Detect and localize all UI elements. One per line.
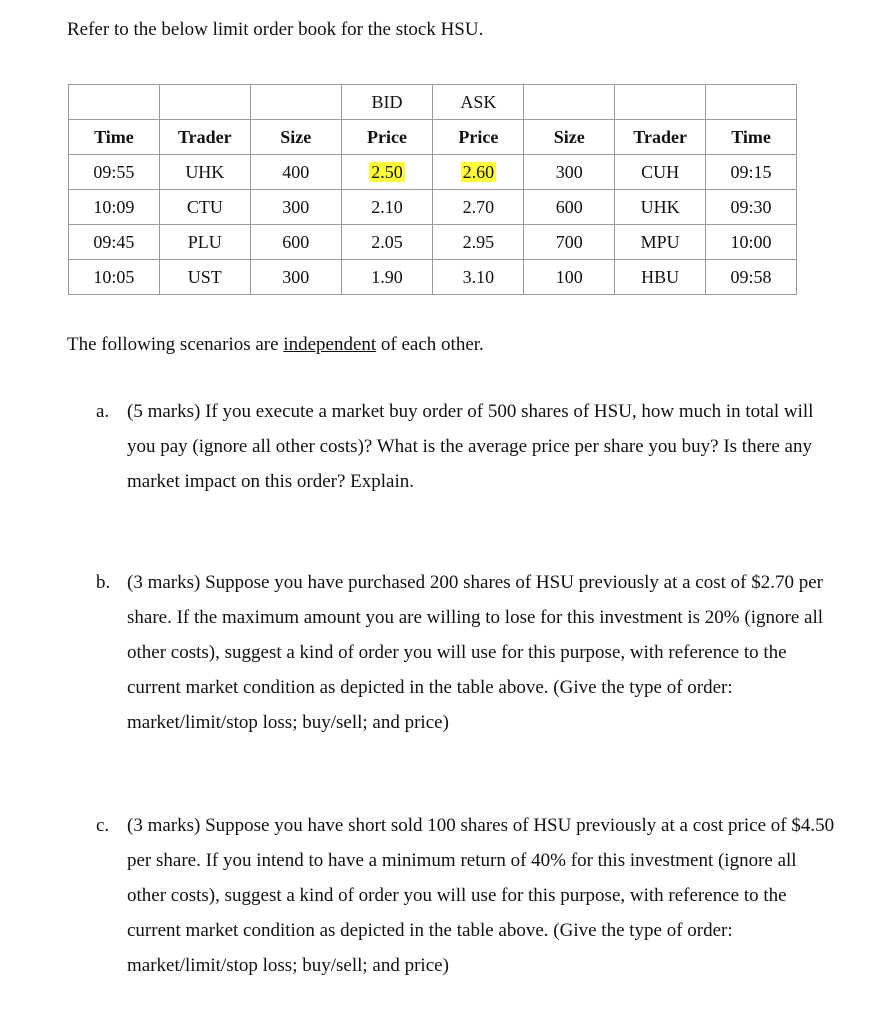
table-cell: 300 — [250, 260, 341, 295]
table-cell: 10:09 — [69, 190, 160, 225]
table-row — [69, 260, 797, 295]
question-letter: b. — [96, 572, 111, 593]
table-cell: 400 — [250, 155, 341, 190]
table-row — [69, 190, 797, 225]
group-header-cell — [706, 85, 797, 120]
table-cell: 600 — [250, 225, 341, 260]
table-cell: 09:15 — [706, 155, 797, 190]
column-header: Trader — [615, 120, 706, 155]
column-header: Price — [433, 120, 524, 155]
group-header-cell — [69, 85, 160, 120]
group-header-cell — [250, 85, 341, 120]
table-cell: 09:30 — [706, 190, 797, 225]
table-cell: 2.70 — [433, 190, 524, 225]
question-text: (3 marks) Suppose you have purchased 200 shares of HSU previously at a cost of $2.70 per share. If the maximum amount you are willing to lose for this investment is 20% (ignore all other costs), suggest a kind of order you will use for this purpose, with reference to the current market condition as depicted in the table above. (Give the type of order: market/limit/stop loss; buy/sell; and price) — [127, 572, 823, 733]
question-b — [96, 565, 836, 740]
column-header-row — [69, 120, 797, 155]
column-header: Time — [69, 120, 160, 155]
table-cell: 2.05 — [341, 225, 433, 260]
best-ask-highlight: 2.60 — [462, 161, 495, 182]
table-cell: 09:58 — [706, 260, 797, 295]
group-header-cell — [524, 85, 615, 120]
column-header: Time — [706, 120, 797, 155]
bid-group-header: BID — [341, 85, 433, 120]
ask-group-header: ASK — [433, 85, 524, 120]
column-header: Size — [524, 120, 615, 155]
table-cell: 1.90 — [341, 260, 433, 295]
table-cell: PLU — [159, 225, 250, 260]
group-header-row — [69, 85, 797, 120]
question-letter: c. — [96, 815, 110, 836]
column-header: Size — [250, 120, 341, 155]
group-header-cell — [615, 85, 706, 120]
best-bid-highlight: 2.50 — [371, 161, 403, 182]
table-cell: 09:45 — [69, 225, 160, 260]
table-cell — [433, 155, 524, 190]
table-cell — [341, 155, 433, 190]
question-letter: a. — [96, 401, 110, 422]
column-header: Price — [341, 120, 433, 155]
question-text: (3 marks) Suppose you have short sold 100 shares of HSU previously at a cost price of $4.50 per share. If you intend to have a minimum return of 40% for this investment (ignore all other costs), suggest a kind of order you will use for this purpose, with reference to the current market condition as depicted in the table above. (Give the type of order: market/limit/stop loss; buy/sell; and price) — [127, 815, 835, 976]
table-cell: MPU — [615, 225, 706, 260]
table-cell: CTU — [159, 190, 250, 225]
question-a — [96, 394, 836, 499]
table-cell: 10:05 — [69, 260, 160, 295]
limit-order-book-table — [68, 84, 797, 295]
question-c — [96, 808, 836, 983]
scenario-note-before: The following scenarios are — [67, 334, 284, 355]
table-cell: 700 — [524, 225, 615, 260]
table-cell: UST — [159, 260, 250, 295]
table-cell: UHK — [159, 155, 250, 190]
table-row — [69, 155, 797, 190]
table-row — [69, 225, 797, 260]
table-cell: 600 — [524, 190, 615, 225]
column-header: Trader — [159, 120, 250, 155]
group-header-cell — [159, 85, 250, 120]
table-cell: 09:55 — [69, 155, 160, 190]
table-cell: CUH — [615, 155, 706, 190]
table-cell: 100 — [524, 260, 615, 295]
table-cell: 3.10 — [433, 260, 524, 295]
table-cell: UHK — [615, 190, 706, 225]
intro-text: Refer to the below limit order book for the stock HSU. — [67, 19, 484, 40]
table-cell: 10:00 — [706, 225, 797, 260]
table-cell: 300 — [250, 190, 341, 225]
scenario-note — [67, 333, 484, 357]
table-cell: HBU — [615, 260, 706, 295]
question-text: (5 marks) If you execute a market buy order of 500 shares of HSU, how much in total will you pay (ignore all other costs)? What is the average price per share you buy? Is there any market impact on this order? Explain. — [127, 401, 814, 492]
scenario-note-underlined: independent — [283, 334, 377, 355]
table-cell: 300 — [524, 155, 615, 190]
table-cell: 2.10 — [341, 190, 433, 225]
scenario-note-after: of each other. — [376, 334, 484, 355]
table-cell: 2.95 — [433, 225, 524, 260]
